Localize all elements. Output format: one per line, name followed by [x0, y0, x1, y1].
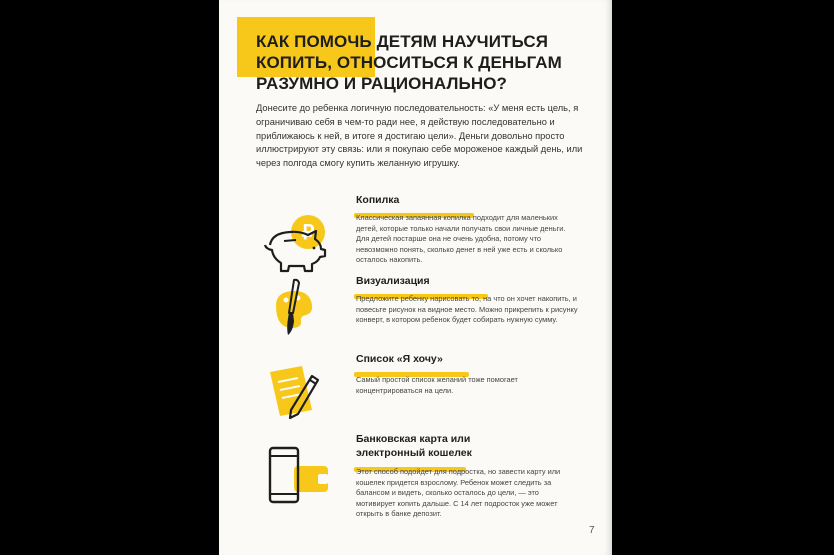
document-page: [219, 0, 612, 555]
section-piggy-bank: [256, 193, 601, 268]
section-heading-visualization: Визуализация: [356, 275, 430, 287]
paper-pencil-icon: [256, 360, 336, 430]
palette-brush-icon: [256, 278, 336, 348]
section-wishlist: [256, 352, 601, 427]
intro-paragraph: Донесите до ребенка логичную последовательность: «У меня есть цель, я ограничиваю себя в чем-то ради нее, я действую последовательно и приближаюсь к ней, в итоге я достигаю цели». Деньги довольно просто иллюстрируют эту связь: или я покупаю себе мороженое каждый день, или через полгода смогу купить желанную игрушку.: [256, 103, 583, 169]
phone-wallet-icon: [256, 444, 336, 514]
section-heading-wishlist: Список «Я хочу»: [356, 353, 443, 365]
page-number: 7: [589, 525, 595, 536]
section-visualization: [256, 274, 601, 349]
section-text-wishlist: Самый простой список желаний тоже помогает концентрироваться на цели.: [356, 375, 518, 395]
page-title: КАК ПОМОЧЬ ДЕТЯМ НАУЧИТЬСЯ КОПИТЬ, ОТНОСИТЬСЯ К ДЕНЬГАМ РАЗУМНО И РАЦИОНАЛЬНО?: [256, 32, 562, 93]
section-bank-card: [256, 432, 601, 522]
section-heading-bank-card: Банковская карта или электронный кошелек: [356, 433, 472, 459]
svg-text:₽: ₽: [301, 222, 315, 244]
piggy-bank-icon: [256, 207, 336, 277]
section-text-piggy-bank: Классическая запаянная копилка подходит для маленьких детей, которые только начали получать свои личные деньги. Для детей постарше она не очень удобна, потому что невозможно понять, сколько денег в ней уже есть и сколько осталось накопить.: [356, 213, 566, 265]
section-heading-piggy-bank: Копилка: [356, 194, 400, 206]
section-text-visualization: Предложите ребенку нарисовать то, на что он хочет накопить, и повесьте рисунок на видное место. Можно прикрепить к рисунку конверт, в котором ребенок будет собирать нужную сумму.: [356, 294, 578, 325]
section-text-bank-card: Этот способ подойдет для подростка, но завести карту или кошелек придется взрослому. Ребенок может следить за балансом и видеть, сколько осталось до цели, — это мотивирует копить дальше. С 14 лет подросток уже может открыть в банке депозит.: [356, 467, 561, 519]
